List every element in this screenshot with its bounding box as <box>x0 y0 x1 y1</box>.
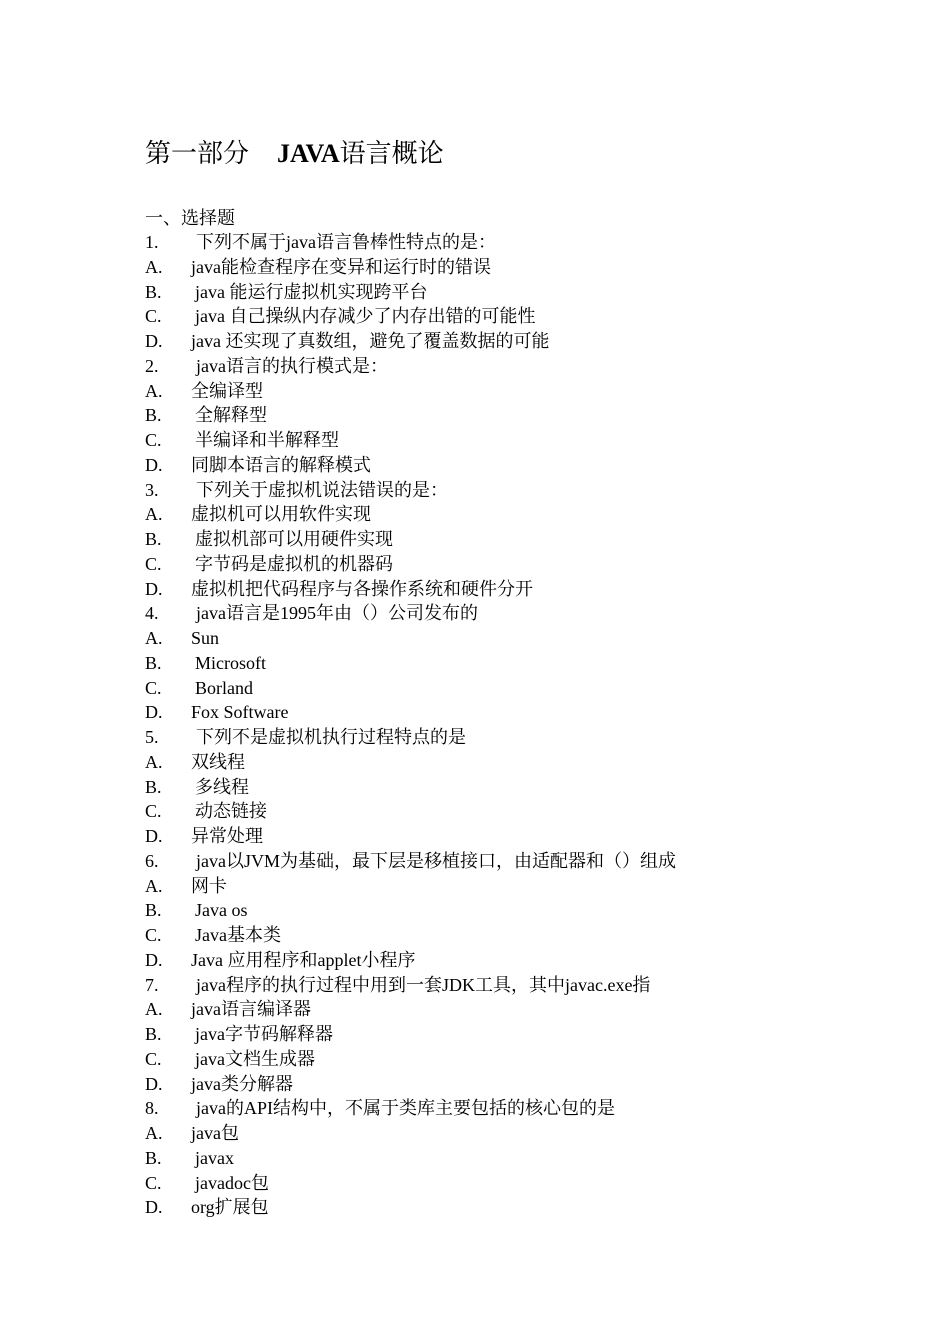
option-text: java文档生成器 <box>195 1048 315 1069</box>
option-letter: C. <box>145 430 162 450</box>
option-letter: C. <box>145 677 162 698</box>
option-text: 虚拟机部可以用硬件实现 <box>195 529 393 549</box>
option-item <box>145 280 905 305</box>
option-letter: A. <box>145 875 163 896</box>
option-text: java字节码解释器 <box>195 1024 333 1044</box>
option-letter: D. <box>145 454 163 475</box>
question-item <box>145 478 905 503</box>
option-letter: B. <box>145 529 162 549</box>
option-letter: C. <box>145 925 162 945</box>
question-text: 下列关于虚拟机说法错误的是： <box>196 479 448 500</box>
option-item <box>145 799 905 824</box>
option-text: Fox Software <box>191 702 289 723</box>
option-text: org扩展包 <box>191 1197 269 1218</box>
question-text: java的API结构中，不属于类库主要包括的核心包的是 <box>196 1098 615 1119</box>
option-letter: A. <box>145 628 163 648</box>
option-item <box>145 997 905 1022</box>
option-item <box>145 700 905 725</box>
option-text: Microsoft <box>195 652 266 673</box>
question-item <box>145 849 905 874</box>
question-item <box>145 973 905 998</box>
option-item <box>145 379 905 404</box>
option-text: Java基本类 <box>195 925 281 945</box>
option-letter: B. <box>145 281 162 302</box>
option-letter: C. <box>145 553 162 574</box>
option-text: 双线程 <box>191 751 245 772</box>
title-rest: 语言概论 <box>339 139 444 168</box>
option-text: java 自己操纵内存减少了内存出错的可能性 <box>195 306 536 327</box>
option-letter: B. <box>145 776 162 797</box>
question-number: 1. <box>145 232 159 252</box>
option-letter: D. <box>145 1197 163 1218</box>
question-number: 6. <box>145 850 159 871</box>
option-letter: C. <box>145 801 162 822</box>
option-letter: C. <box>145 1048 162 1069</box>
option-letter: A. <box>145 999 163 1020</box>
option-text: 全解释型 <box>195 405 267 426</box>
question-text: java程序的执行过程中用到一套JDK工具，其中javac.exe指 <box>196 974 651 995</box>
section-heading: 一、选择题 <box>145 208 235 228</box>
option-item <box>145 1047 905 1072</box>
option-text: java 能运行虚拟机实现跨平台 <box>195 281 428 302</box>
option-item <box>145 626 905 651</box>
option-item <box>145 1121 905 1146</box>
option-text: 字节码是虚拟机的机器码 <box>195 553 393 574</box>
option-letter: D. <box>145 1073 163 1094</box>
option-item <box>145 750 905 775</box>
question-number: 2. <box>145 355 159 376</box>
option-text: 同脚本语言的解释模式 <box>191 454 371 475</box>
option-item <box>145 1022 905 1047</box>
option-item <box>145 775 905 800</box>
option-letter: A. <box>145 504 163 525</box>
title-language: JAVA <box>277 139 340 168</box>
option-text: java 还实现了真数组，避免了覆盖数据的可能 <box>191 331 550 351</box>
option-item <box>145 428 905 453</box>
option-letter: B. <box>145 1024 162 1044</box>
option-text: javadoc包 <box>195 1172 269 1193</box>
option-item <box>145 948 905 973</box>
question-number: 5. <box>145 727 159 747</box>
option-letter: B. <box>145 1147 162 1168</box>
option-item <box>145 502 905 527</box>
option-text: Java 应用程序和applet小程序 <box>191 949 416 970</box>
option-item <box>145 453 905 478</box>
option-text: java能检查程序在变异和运行时的错误 <box>191 256 491 277</box>
option-item <box>145 1171 905 1196</box>
option-item <box>145 527 905 552</box>
option-text: Java os <box>195 900 248 921</box>
question-item <box>145 230 905 255</box>
option-letter: D. <box>145 578 163 599</box>
option-item <box>145 552 905 577</box>
option-letter: A. <box>145 1123 163 1143</box>
option-text: 虚拟机可以用软件实现 <box>191 504 371 525</box>
option-letter: A. <box>145 751 163 772</box>
option-item <box>145 255 905 280</box>
option-item <box>145 874 905 899</box>
option-text: 动态链接 <box>195 801 267 822</box>
option-letter: D. <box>145 826 163 846</box>
option-text: 异常处理 <box>191 826 263 846</box>
option-item <box>145 1072 905 1097</box>
option-item <box>145 403 905 428</box>
option-item <box>145 1195 905 1220</box>
option-text: 全编译型 <box>191 380 263 401</box>
option-letter: D. <box>145 702 163 723</box>
question-text: java语言是1995年由（）公司发布的 <box>196 603 478 624</box>
option-item <box>145 1146 905 1171</box>
option-item <box>145 329 905 354</box>
title-part: 第一部分 <box>145 139 250 168</box>
option-item <box>145 304 905 329</box>
option-item <box>145 676 905 701</box>
option-item <box>145 923 905 948</box>
option-letter: C. <box>145 306 162 327</box>
question-number: 3. <box>145 479 159 500</box>
question-text: java以JVM为基础，最下层是移植接口，由适配器和（）组成 <box>196 850 676 871</box>
option-letter: B. <box>145 900 162 921</box>
option-item <box>145 824 905 849</box>
option-letter: B. <box>145 652 162 673</box>
option-letter: A. <box>145 380 163 401</box>
question-text: 下列不属于java语言鲁棒性特点的是： <box>196 232 496 252</box>
option-text: javax <box>195 1147 234 1168</box>
option-text: java包 <box>191 1123 239 1143</box>
question-text: 下列不是虚拟机执行过程特点的是 <box>196 727 466 747</box>
option-text: Borland <box>195 677 253 698</box>
option-letter: D. <box>145 331 163 351</box>
option-text: 虚拟机把代码程序与各操作系统和硬件分开 <box>191 578 533 599</box>
question-item <box>145 601 905 626</box>
page-title <box>145 134 444 174</box>
option-text: 网卡 <box>191 875 227 896</box>
question-number: 8. <box>145 1098 159 1119</box>
question-list <box>145 230 905 1220</box>
option-text: 半编译和半解释型 <box>195 430 339 450</box>
option-letter: C. <box>145 1172 162 1193</box>
question-item <box>145 1096 905 1121</box>
option-item <box>145 898 905 923</box>
question-number: 7. <box>145 974 159 995</box>
question-number: 4. <box>145 603 159 624</box>
option-letter: A. <box>145 256 163 277</box>
option-item <box>145 651 905 676</box>
option-text: 多线程 <box>195 776 249 797</box>
option-text: java语言编译器 <box>191 999 311 1020</box>
question-text: java语言的执行模式是： <box>196 355 388 376</box>
option-text: Sun <box>191 628 220 648</box>
option-letter: D. <box>145 949 163 970</box>
option-item <box>145 577 905 602</box>
option-letter: B. <box>145 405 162 426</box>
question-item <box>145 354 905 379</box>
question-item <box>145 725 905 750</box>
option-text: java类分解器 <box>191 1073 293 1094</box>
